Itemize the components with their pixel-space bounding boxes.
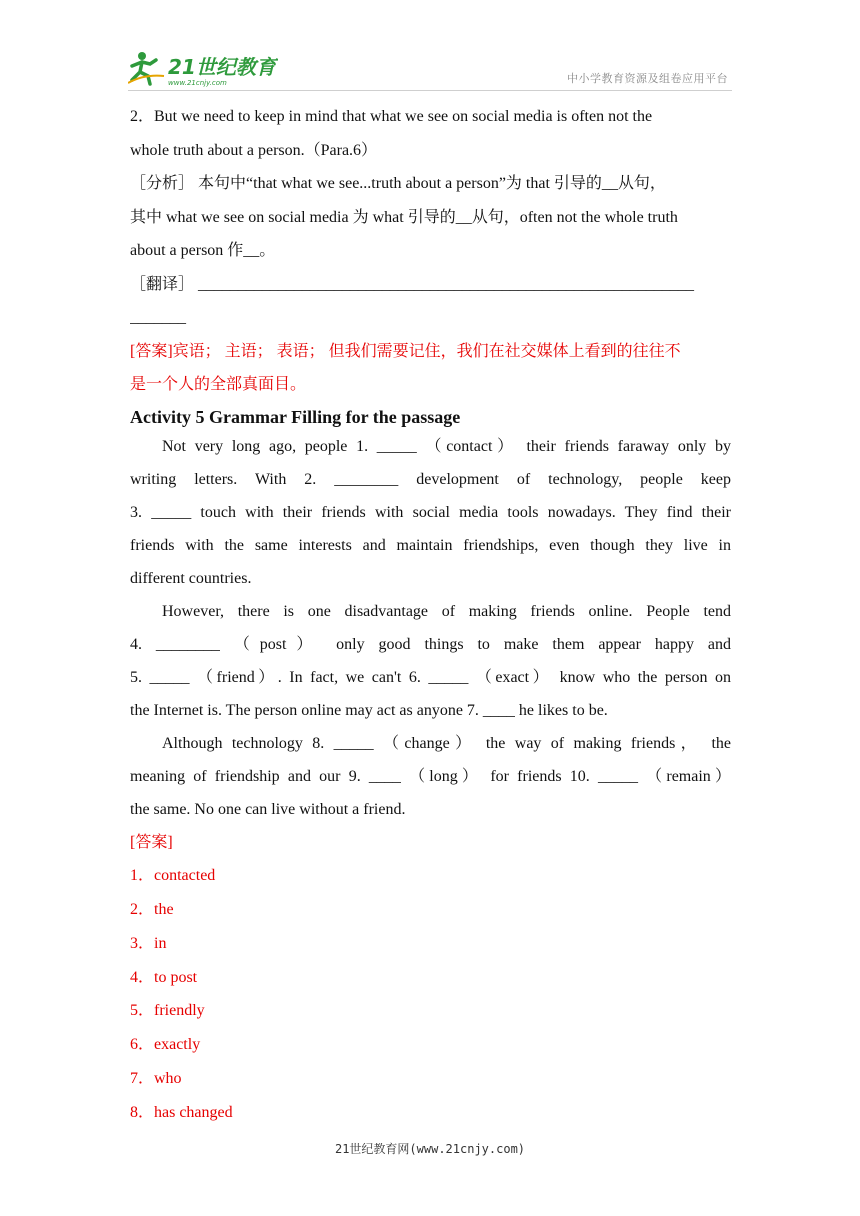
document-body: [130, 100, 731, 1130]
translate-blank: ______________________________________________________________: [198, 275, 695, 293]
page-header: [0, 0, 860, 92]
question-text-line: whole truth about a person.（Para.6）: [130, 141, 378, 159]
analysis-label: ［分析］: [130, 175, 195, 192]
activity-title: Activity 5 Grammar Filling for the passage: [130, 406, 461, 427]
answer-key-label: [答案]: [130, 833, 173, 851]
answer-item: 2．the: [130, 901, 174, 919]
runner-logo-icon: [128, 50, 278, 88]
passage-line: writing letters. With 2. ________ development of technology, people keep: [130, 470, 731, 488]
passage-line: the same. No one can live without a friend.: [130, 800, 406, 818]
logo-text: 21世纪教育: [168, 55, 276, 79]
passage-line: different countries.: [130, 569, 252, 587]
answer-item: 4．to post: [130, 968, 198, 986]
passage: [130, 430, 731, 826]
passage-line: 4. ________ （post） only good things to make them appear happy and: [130, 635, 731, 653]
question-2: [130, 100, 731, 402]
answer-item: 7．who: [130, 1070, 182, 1088]
passage-line: Although technology 8. _____ （change） the way of making friends， the: [162, 734, 731, 752]
answer-line: 是一个人的全部真面目。: [130, 376, 307, 393]
passage-line: Not very long ago, people 1. _____ （contact） their friends faraway only by: [162, 437, 731, 455]
translate-blank-continued: _______: [130, 309, 186, 326]
answer-line: [答案]宾语； 主语； 表语； 但我们需要记住，我们在社交媒体上看到的往往不: [130, 342, 681, 360]
answer-key: [130, 826, 731, 1130]
passage-line: friends with the same interests and maintain friendships, even though they live in: [130, 536, 731, 554]
answer-item: 1．contacted: [130, 867, 216, 885]
translate-label: ［翻译］: [130, 275, 195, 293]
answer-item: 6．exactly: [130, 1036, 201, 1054]
question-text-line: 2．But we need to keep in mind that what we see on social media is often not the: [130, 108, 653, 125]
passage-line: However, there is one disadvantage of making friends online. People tend: [162, 602, 731, 620]
analysis-line: [130, 167, 731, 201]
passage-line: meaning of friendship and our 9. ____ （long） for friends 10. _____ （remain）: [130, 767, 731, 785]
logo-url-text: www.21cnjy.com: [168, 79, 227, 87]
page-footer: 21世纪教育网(www.21cnjy.com): [334, 1142, 526, 1156]
site-logo: [128, 50, 278, 88]
analysis-text: 本句中“that what we see...truth about a person”为 that 引导的__从句，: [198, 175, 666, 192]
analysis-line: 其中 what we see on social media 为 what 引导的__从句，often not the whole truth: [130, 208, 678, 226]
passage-line: the Internet is. The person online may act as anyone 7. ____ he likes to be.: [130, 701, 608, 719]
answer-item: 3．in: [130, 934, 167, 952]
answer-item: 5．friendly: [130, 1002, 205, 1020]
passage-line: 3. _____ touch with their friends with social media tools nowadays. They find their: [130, 503, 731, 521]
analysis-line: about a person 作__。: [130, 242, 276, 259]
header-divider: [128, 90, 732, 91]
translate-line: [130, 268, 731, 302]
passage-line: 5. _____ （friend）. In fact, we can't 6. _____ （exact） know who the person on: [130, 668, 731, 686]
answer-item: 8．has changed: [130, 1103, 233, 1121]
header-slogan: 中小学教育资源及组卷应用平台: [567, 72, 728, 85]
